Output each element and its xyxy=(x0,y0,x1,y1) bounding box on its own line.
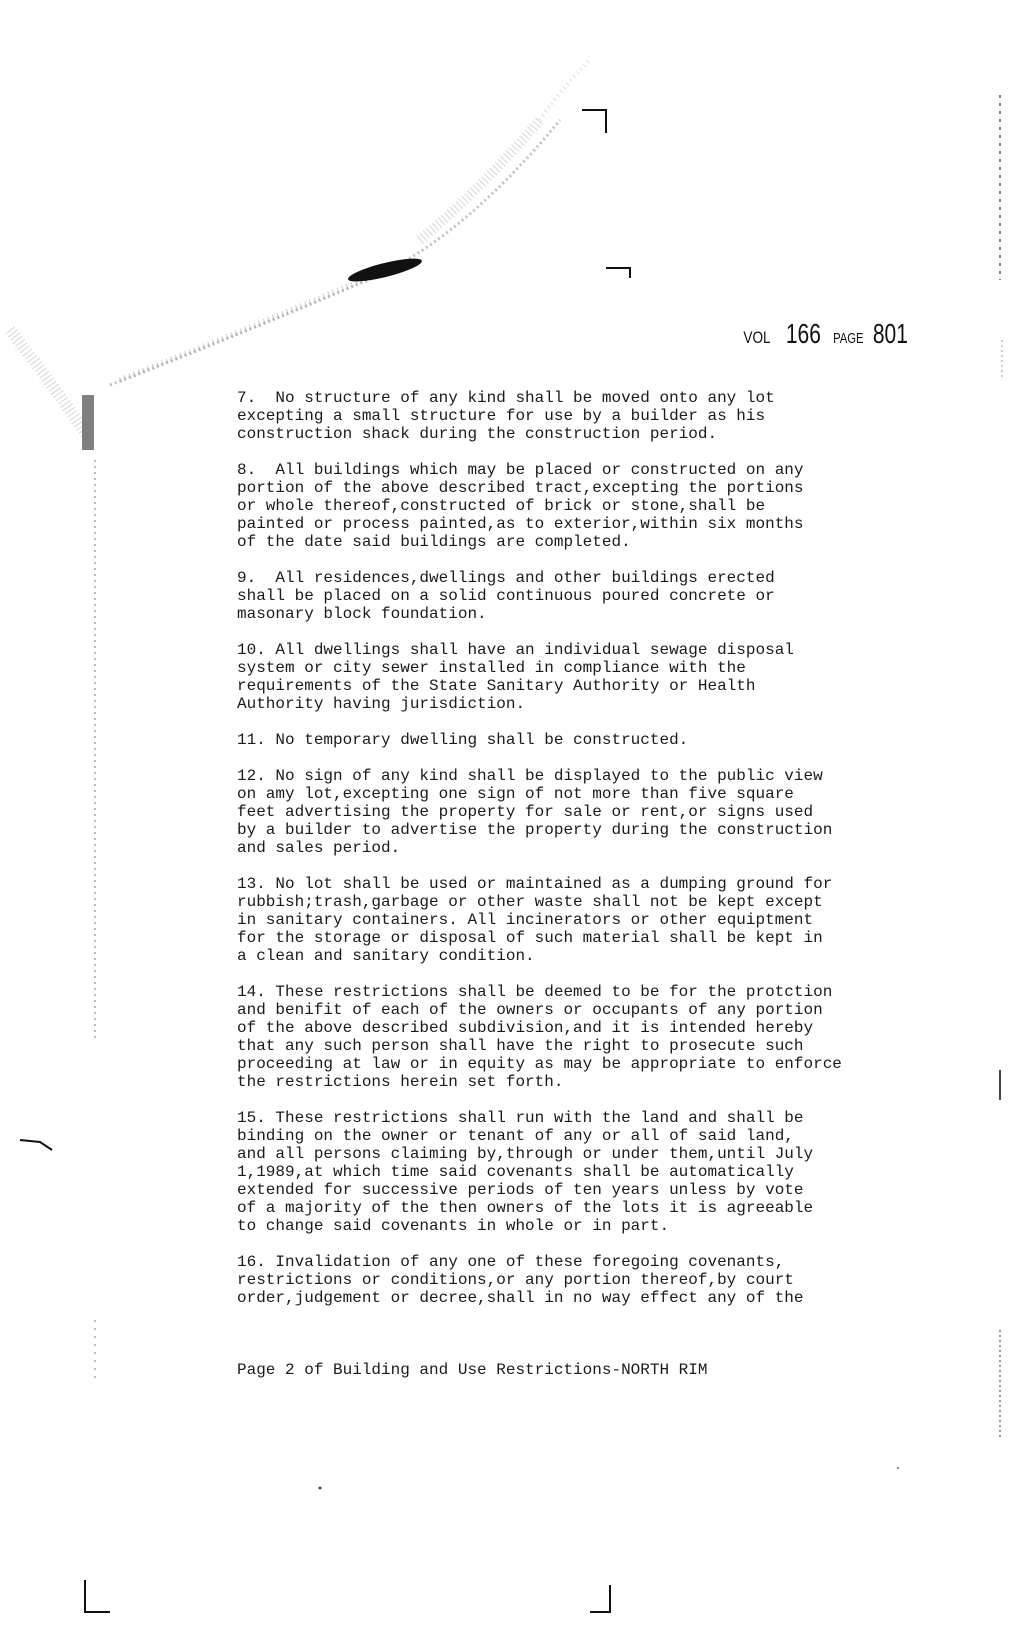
restriction-paragraph-10: 10. All dwellings shall have an individual sewage disposal system or city sewer installed in compliance with the requirements of the State Sanitary Authority or Health Authority having jurisdiction. xyxy=(237,641,794,713)
page-number: 801 xyxy=(872,318,908,349)
restriction-paragraph-11: 11. No temporary dwelling shall be constructed. xyxy=(237,731,689,749)
restriction-paragraph-16: 16. Invalidation of any one of these foregoing covenants, restrictions or conditions,or any portion thereof,by court order,judgement or decree,shall in no way effect any of the xyxy=(237,1253,804,1307)
vol-number: 166 xyxy=(786,318,822,349)
restriction-paragraph-14: 14. These restrictions shall be deemed to be for the protction and benifit of each of the owners or occupants of any portion of the above described subdivision,and it is intended hereby that any such person shall have the right to prosecute such proceeding at law or in equity as may be appropriate to enforce the restrictions herein set forth. xyxy=(237,983,842,1091)
volume-page-stamp xyxy=(740,318,913,350)
vol-label: VOL xyxy=(743,328,771,347)
restriction-paragraph-15: 15. These restrictions shall run with the land and shall be binding on the owner or tenant of any or all of said land, and all persons claiming by,through or under them,until July 1,1989,at which time said covenants shall be automatically extended for successive periods of ten years unless by vote of a majority of the then owners of the lots it is agreeable to change said covenants in whole or in part. xyxy=(237,1109,814,1235)
restriction-paragraph-8: 8. All buildings which may be placed or constructed on any portion of the above described tract,excepting the portions or whole thereof,constructed of brick or stone,shall be painted or process painted,as to exterior,within six months of the date said buildings are completed. xyxy=(237,461,804,551)
restriction-paragraph-9: 9. All residences,dwellings and other buildings erected shall be placed on a solid continuous poured concrete or masonary block foundation. xyxy=(237,569,775,623)
restriction-paragraph-12: 12. No sign of any kind shall be displayed to the public view on amy lot,excepting one sign of not more than five square feet advertising the property for sale or rent,or signs used by a builder to advertise the property during the construction and sales period. xyxy=(237,767,833,857)
restriction-paragraph-7: 7. No structure of any kind shall be moved onto any lot excepting a small structure for use by a builder as his construction shack during the construction period. xyxy=(237,389,775,443)
restrictions-body xyxy=(237,389,917,1325)
restriction-paragraph-13: 13. No lot shall be used or maintained as a dumping ground for rubbish;trash,garbage or other waste shall not be kept except in sanitary containers. All incinerators or other equiptment for the storage or disposal of such material shall be kept in a clean and sanitary condition. xyxy=(237,875,833,965)
page-footer: Page 2 of Building and Use Restrictions-NORTH RIM xyxy=(237,1361,708,1379)
page-label: PAGE xyxy=(832,330,864,347)
